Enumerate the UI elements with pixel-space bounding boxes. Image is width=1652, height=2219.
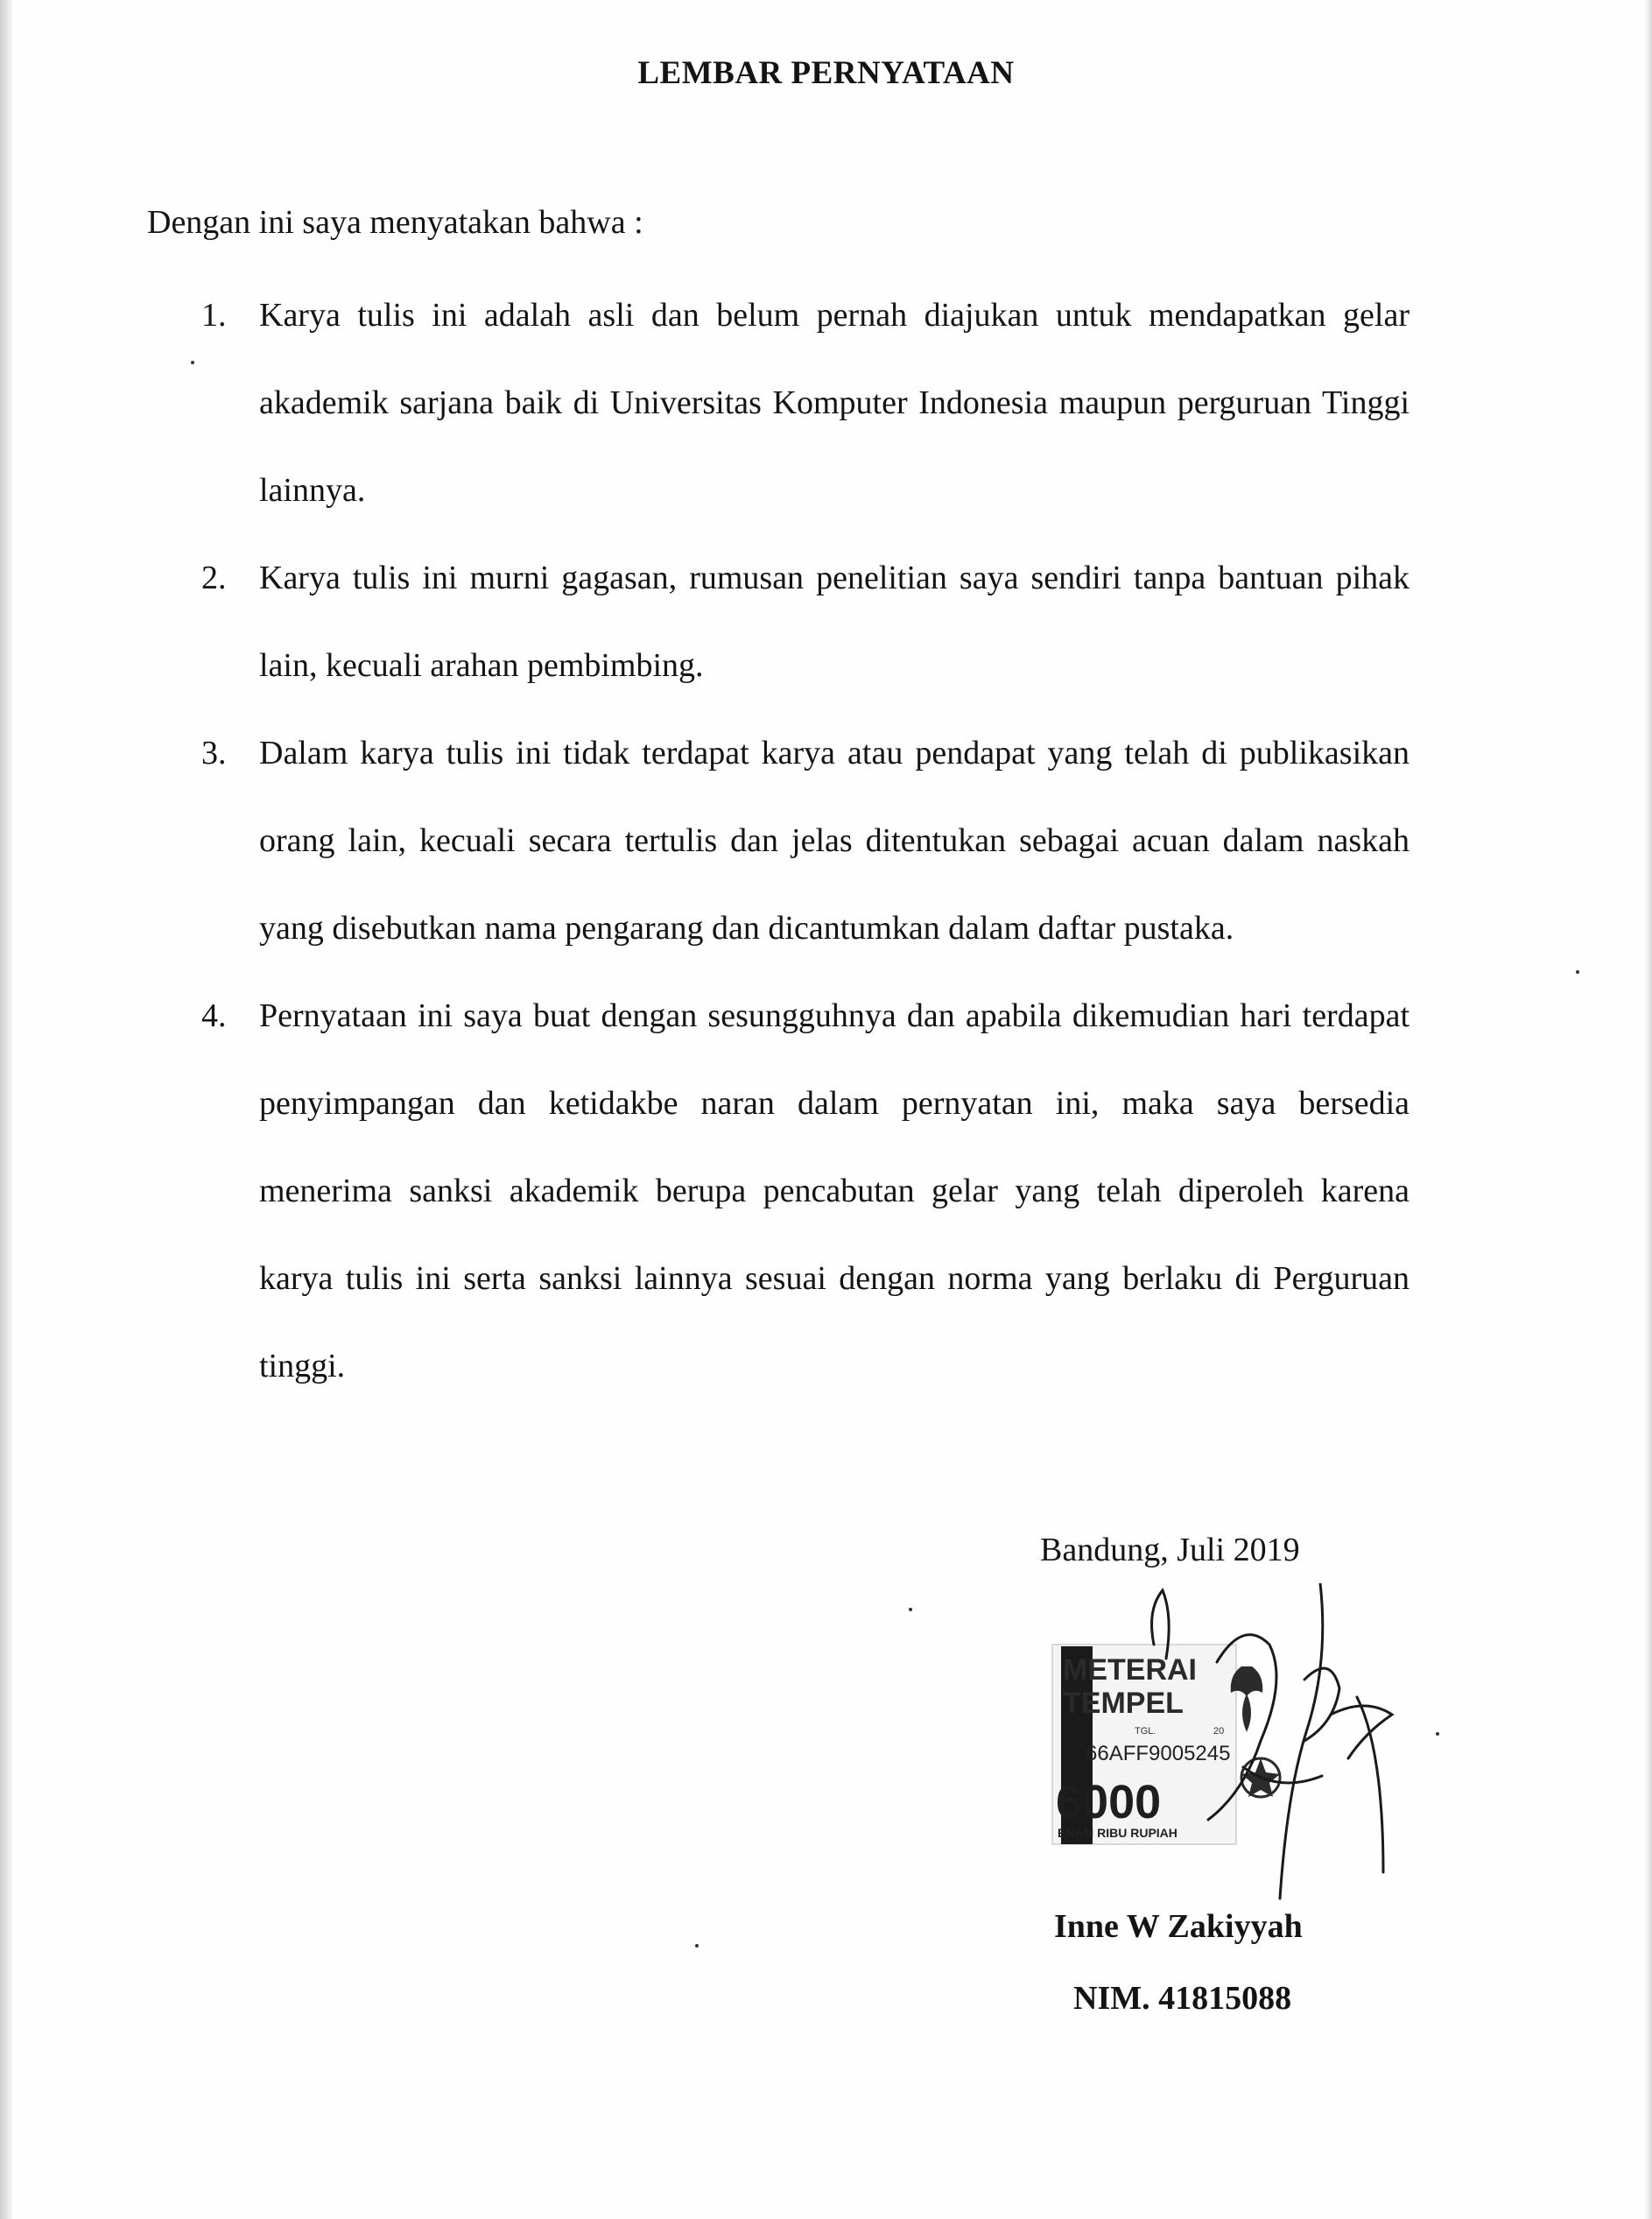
- statement-number: 4.: [201, 997, 227, 1034]
- statement-text: Pernyataan ini saya buat dengan sesungguhnya dan apabila dikemudian hari terdapat penyimpangan dan ketidakbe naran dalam pernyatan ini, maka saya bersedia menerima sanksi akademik berupa pencabutan gelar yang telah diperoleh karena karya tulis ini serta sanksi lainnya sesuai dengan norma yang berlaku di Perguruan tinggi.: [259, 997, 1409, 1384]
- stamp-value: 6000: [1056, 1776, 1162, 1828]
- place-date: Bandung, Juli 2019: [1040, 1532, 1300, 1568]
- stamp-year: 20: [1213, 1726, 1225, 1736]
- stamp-line1: METERAI: [1063, 1653, 1197, 1687]
- scan-speck: [191, 361, 194, 364]
- scan-speck: [909, 1608, 912, 1611]
- document-title: LEMBAR PERNYATAAN: [637, 55, 1015, 91]
- scan-speck: [695, 1944, 699, 1948]
- scan-edge-right: [1645, 0, 1652, 2219]
- statement-item: [201, 271, 1409, 534]
- stamp-line2: TEMPEL: [1063, 1687, 1184, 1720]
- stamp-tgl: TGL.: [1135, 1726, 1156, 1736]
- scan-speck: [1576, 970, 1579, 974]
- stamp-value-text: ENAM RIBU RUPIAH: [1058, 1826, 1177, 1840]
- scan-edge-left: [0, 0, 12, 2219]
- statement-item: [201, 534, 1409, 709]
- statement-number: 3.: [201, 735, 227, 771]
- statement-list: [201, 271, 1409, 1410]
- statement-item: [201, 972, 1409, 1410]
- statement-number: 1.: [201, 297, 227, 334]
- scan-speck: [1436, 1732, 1439, 1736]
- statement-text: Dalam karya tulis ini tidak terdapat karya atau pendapat yang telah di publikasikan orang lain, kecuali secara tertulis dan jelas ditentukan sebagai acuan dalam naskah yang disebutkan nama pengarang dan dicantumkan dalam daftar pustaka.: [259, 735, 1409, 947]
- stamp-serial: 66AFF9005245: [1086, 1742, 1231, 1765]
- signatory-name: Inne W Zakiyyah: [1054, 1908, 1303, 1945]
- statement-item: [201, 709, 1409, 972]
- signature-area: [1042, 1583, 1445, 1916]
- signatory-nim: NIM. 41815088: [1073, 1980, 1292, 2017]
- garuda-emblem-icon: [1231, 1666, 1280, 1797]
- statement-number: 2.: [201, 560, 227, 596]
- meterai-stamp: [1052, 1645, 1280, 1844]
- statement-text: Karya tulis ini murni gagasan, rumusan penelitian saya sendiri tanpa bantuan pihak lain, kecuali arahan pembimbing.: [259, 560, 1409, 684]
- statement-text: Karya tulis ini adalah asli dan belum pernah diajukan untuk mendapatkan gelar akademik sarjana baik di Universitas Komputer Indonesia maupun perguruan Tinggi lainnya.: [259, 297, 1409, 509]
- intro-text: Dengan ini saya menyatakan bahwa :: [147, 204, 643, 241]
- stamp-and-signature: [1042, 1583, 1445, 1916]
